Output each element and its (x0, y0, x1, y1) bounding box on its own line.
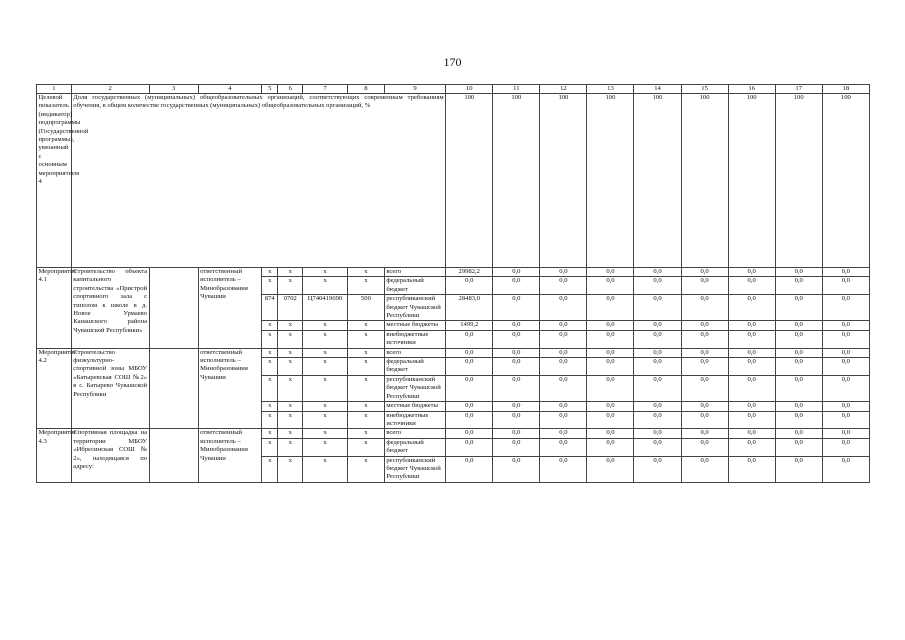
funding-source: внебюджетные источники (384, 330, 445, 348)
funding-value: 0,0 (493, 268, 540, 277)
funding-value: 0,0 (634, 321, 681, 330)
budget-code-cell: x (262, 277, 278, 295)
event-description: Строительство объекта капитального строительства «Пристрой спортивного зала с типолом к школе в д. Новое Урмаево Канашского района Чувашской Республики» (71, 268, 149, 349)
funding-value: 0,0 (775, 295, 822, 321)
funding-value: 0,0 (493, 277, 540, 295)
funding-value: 0,0 (822, 295, 869, 321)
funding-value: 0,0 (634, 438, 681, 456)
funding-value: 0,0 (446, 348, 493, 357)
header-cell: 14 (634, 85, 681, 94)
event-description: Строительство физкультурно-спортивной зоны МБОУ «Батыревская СОШ №2» в с. Батырево Чувашской Республики (71, 348, 149, 429)
funding-value: 0,0 (493, 358, 540, 376)
header-cell: 11 (493, 85, 540, 94)
header-cell: 6 (278, 85, 303, 94)
funding-value: 0,0 (822, 429, 869, 438)
funding-value: 0,0 (681, 321, 728, 330)
header-cell: 2 (71, 85, 149, 94)
page-number: 170 (443, 55, 462, 69)
funding-value: 0,0 (775, 456, 822, 482)
funding-value: 0,0 (540, 277, 587, 295)
budget-code-cell: x (348, 411, 385, 429)
event-name: Мероприятие 4.1 (37, 268, 72, 349)
funding-value: 0,0 (681, 456, 728, 482)
funding-value: 0,0 (728, 277, 775, 295)
budget-code-cell: x (278, 375, 303, 401)
funding-value: 0,0 (540, 330, 587, 348)
funding-value: 0,0 (681, 277, 728, 295)
budget-code-cell: x (303, 277, 348, 295)
funding-value: 0,0 (775, 375, 822, 401)
budget-code-cell: x (278, 358, 303, 376)
budget-code-cell: x (262, 438, 278, 456)
funding-value: 0,0 (587, 268, 634, 277)
table-row (37, 348, 870, 357)
funding-value: 0,0 (493, 411, 540, 429)
funding-source: местные бюджеты (384, 402, 445, 411)
funding-value: 0,0 (775, 358, 822, 376)
table-row (37, 429, 870, 438)
funding-source: местные бюджеты (384, 321, 445, 330)
budget-code-cell: x (262, 330, 278, 348)
budget-code-cell: x (348, 375, 385, 401)
funding-value: 0,0 (728, 438, 775, 456)
table-row (37, 268, 870, 277)
funding-value: 0,0 (493, 321, 540, 330)
funding-value: 0,0 (540, 429, 587, 438)
funding-source: внебюджетные источники (384, 411, 445, 429)
indicator-text: Доля государственных (муниципальных) общеобразовательных организаций, соответствующих современным требованиям обучения, в общем количестве государственных (муниципальных) общеобразовательных организаций, % (71, 94, 445, 268)
budget-table (36, 84, 870, 483)
funding-value: 0,0 (446, 375, 493, 401)
funding-value: 0,0 (587, 456, 634, 482)
funding-value: 0,0 (493, 295, 540, 321)
funding-value: 0,0 (775, 348, 822, 357)
funding-value: 0,0 (775, 330, 822, 348)
funding-value: 0,0 (728, 358, 775, 376)
funding-source: федеральный бюджет (384, 358, 445, 376)
budget-code-cell: x (348, 402, 385, 411)
budget-code-cell: x (303, 456, 348, 482)
funding-value: 0,0 (634, 411, 681, 429)
funding-value: 0,0 (540, 402, 587, 411)
header-row (37, 85, 870, 94)
indicator-value: 100 (822, 94, 869, 268)
funding-value: 0,0 (493, 375, 540, 401)
budget-code-cell: x (278, 438, 303, 456)
budget-code-cell: x (262, 456, 278, 482)
budget-code-cell: x (303, 321, 348, 330)
funding-value: 0,0 (493, 438, 540, 456)
funding-value: 0,0 (446, 411, 493, 429)
funding-value: 0,0 (681, 295, 728, 321)
funding-value: 0,0 (728, 295, 775, 321)
budget-code-cell: x (303, 402, 348, 411)
header-cell: 8 (348, 85, 385, 94)
funding-value: 0,0 (446, 456, 493, 482)
funding-value: 0,0 (540, 438, 587, 456)
funding-value: 0,0 (493, 402, 540, 411)
budget-code-cell: x (262, 375, 278, 401)
funding-value: 0,0 (681, 358, 728, 376)
indicator-value: 100 (587, 94, 634, 268)
budget-code-cell: Ц740419690 (303, 295, 348, 321)
empty-cell (149, 348, 198, 429)
funding-value: 0,0 (540, 348, 587, 357)
funding-value: 0,0 (634, 277, 681, 295)
funding-value: 0,0 (587, 402, 634, 411)
budget-code-cell: 874 (262, 295, 278, 321)
budget-code-cell: x (303, 268, 348, 277)
funding-value: 0,0 (634, 358, 681, 376)
funding-value: 0,0 (681, 348, 728, 357)
funding-value: 0,0 (587, 429, 634, 438)
funding-value: 0,0 (681, 402, 728, 411)
funding-value: 0,0 (634, 268, 681, 277)
budget-code-cell: x (303, 411, 348, 429)
funding-value: 0,0 (681, 411, 728, 429)
funding-value: 0,0 (775, 268, 822, 277)
funding-source: республиканский бюджет Чувашской Республики (384, 295, 445, 321)
funding-source: всего (384, 348, 445, 357)
budget-code-cell: x (262, 268, 278, 277)
funding-value: 0,0 (681, 375, 728, 401)
indicator-row (37, 94, 870, 268)
budget-code-cell: x (278, 268, 303, 277)
header-cell: 7 (303, 85, 348, 94)
funding-value: 29982,2 (446, 268, 493, 277)
funding-value: 0,0 (446, 402, 493, 411)
event-executor: ответственный исполнитель – Минобразования Чувашии (198, 348, 261, 429)
funding-value: 0,0 (587, 348, 634, 357)
funding-value: 0,0 (634, 456, 681, 482)
budget-code-cell: x (278, 330, 303, 348)
budget-code-cell: x (303, 438, 348, 456)
funding-value: 0,0 (822, 330, 869, 348)
funding-value: 0,0 (540, 456, 587, 482)
budget-code-cell: x (278, 321, 303, 330)
budget-code-cell: x (303, 348, 348, 357)
budget-code-cell: x (278, 429, 303, 438)
indicator-value: 100 (728, 94, 775, 268)
funding-value: 1499,2 (446, 321, 493, 330)
funding-value: 0,0 (587, 411, 634, 429)
budget-code-cell: x (348, 321, 385, 330)
funding-value: 28483,0 (446, 295, 493, 321)
budget-code-cell: x (278, 456, 303, 482)
header-cell: 18 (822, 85, 869, 94)
funding-value: 0,0 (634, 375, 681, 401)
header-cell: 16 (728, 85, 775, 94)
funding-value: 0,0 (822, 375, 869, 401)
funding-source: республиканский бюджет Чувашской Республики (384, 456, 445, 482)
budget-code-cell: x (303, 429, 348, 438)
budget-code-cell: x (303, 375, 348, 401)
funding-source: республиканский бюджет Чувашской Республики (384, 375, 445, 401)
funding-value: 0,0 (822, 321, 869, 330)
budget-code-cell: x (303, 358, 348, 376)
budget-code-cell: x (278, 411, 303, 429)
funding-value: 0,0 (775, 438, 822, 456)
funding-value: 0,0 (634, 429, 681, 438)
header-cell: 4 (198, 85, 261, 94)
funding-value: 0,0 (728, 411, 775, 429)
budget-code-cell: x (348, 268, 385, 277)
funding-value: 0,0 (775, 429, 822, 438)
budget-code-cell: x (262, 358, 278, 376)
funding-value: 0,0 (775, 321, 822, 330)
funding-value: 0,0 (587, 330, 634, 348)
header-cell: 1 (37, 85, 72, 94)
funding-value: 0,0 (822, 402, 869, 411)
budget-code-cell: x (348, 277, 385, 295)
funding-value: 0,0 (822, 268, 869, 277)
funding-value: 0,0 (775, 411, 822, 429)
funding-value: 0,0 (822, 348, 869, 357)
funding-value: 0,0 (728, 456, 775, 482)
funding-value: 0,0 (540, 321, 587, 330)
funding-value: 0,0 (822, 411, 869, 429)
budget-code-cell: x (348, 358, 385, 376)
funding-value: 0,0 (540, 411, 587, 429)
funding-value: 0,0 (822, 277, 869, 295)
funding-value: 0,0 (540, 295, 587, 321)
budget-code-cell: x (262, 402, 278, 411)
funding-value: 0,0 (587, 438, 634, 456)
indicator-value: 100 (493, 94, 540, 268)
header-cell: 15 (681, 85, 728, 94)
event-executor: ответственный исполнитель – Минобразования Чувашии (198, 268, 261, 349)
funding-value: 0,0 (775, 277, 822, 295)
funding-value: 0,0 (446, 330, 493, 348)
funding-value: 0,0 (634, 348, 681, 357)
header-cell: 13 (587, 85, 634, 94)
funding-value: 0,0 (446, 438, 493, 456)
funding-value: 0,0 (634, 402, 681, 411)
budget-code-cell: x (348, 429, 385, 438)
funding-value: 0,0 (681, 438, 728, 456)
funding-value: 0,0 (634, 330, 681, 348)
funding-value: 0,0 (540, 375, 587, 401)
funding-value: 0,0 (493, 348, 540, 357)
budget-code-cell: x (278, 402, 303, 411)
header-cell: 5 (262, 85, 278, 94)
funding-value: 0,0 (822, 438, 869, 456)
funding-value: 0,0 (540, 358, 587, 376)
header-cell: 10 (446, 85, 493, 94)
funding-value: 0,0 (493, 330, 540, 348)
indicator-value: 100 (681, 94, 728, 268)
budget-code-cell: x (278, 348, 303, 357)
funding-value: 0,0 (822, 456, 869, 482)
budget-code-cell: x (348, 348, 385, 357)
funding-value: 0,0 (540, 268, 587, 277)
budget-code-cell: x (348, 330, 385, 348)
header-cell: 12 (540, 85, 587, 94)
funding-source: всего (384, 268, 445, 277)
indicator-value: 100 (634, 94, 681, 268)
indicator-value: 100 (446, 94, 493, 268)
event-name: Мероприятие 4.3 (37, 429, 72, 482)
funding-value: 0,0 (681, 330, 728, 348)
budget-code-cell: x (262, 429, 278, 438)
event-description: Спортивная площадка на территории МБОУ «Ибресинская СОШ № 2», находящаяся по адресу: (71, 429, 149, 482)
funding-value: 0,0 (728, 429, 775, 438)
header-cell: 17 (775, 85, 822, 94)
funding-value: 0,0 (728, 402, 775, 411)
funding-value: 0,0 (728, 321, 775, 330)
budget-code-cell: x (348, 438, 385, 456)
funding-source: всего (384, 429, 445, 438)
budget-code-cell: x (278, 277, 303, 295)
funding-source: федеральный бюджет (384, 277, 445, 295)
funding-value: 0,0 (728, 330, 775, 348)
header-cell: 3 (149, 85, 198, 94)
budget-code-cell: 0702 (278, 295, 303, 321)
funding-value: 0,0 (775, 402, 822, 411)
budget-code-cell: x (262, 348, 278, 357)
funding-value: 0,0 (587, 321, 634, 330)
funding-value: 0,0 (681, 429, 728, 438)
budget-code-cell: 500 (348, 295, 385, 321)
funding-value: 0,0 (822, 358, 869, 376)
funding-value: 0,0 (587, 375, 634, 401)
funding-value: 0,0 (587, 358, 634, 376)
funding-value: 0,0 (728, 268, 775, 277)
budget-code-cell: x (262, 321, 278, 330)
funding-value: 0,0 (681, 268, 728, 277)
funding-source: федеральный бюджет (384, 438, 445, 456)
budget-code-cell: x (348, 456, 385, 482)
funding-value: 0,0 (446, 358, 493, 376)
funding-value: 0,0 (587, 295, 634, 321)
funding-value: 0,0 (634, 295, 681, 321)
indicator-value: 100 (775, 94, 822, 268)
budget-code-cell: x (303, 330, 348, 348)
funding-value: 0,0 (493, 456, 540, 482)
indicator-label: Целевой показатель (индикатор) подпрограммы (Государственной программы), увязанный с основным мероприятием 4 (37, 94, 72, 268)
funding-value: 0,0 (587, 277, 634, 295)
funding-value: 0,0 (728, 348, 775, 357)
event-executor: ответственный исполнитель – Минобразования Чувашии (198, 429, 261, 482)
funding-value: 0,0 (728, 375, 775, 401)
funding-value: 0,0 (446, 429, 493, 438)
funding-value: 0,0 (493, 429, 540, 438)
empty-cell (149, 429, 198, 482)
event-name: Мероприятие 4.2 (37, 348, 72, 429)
header-cell: 9 (384, 85, 445, 94)
budget-code-cell: x (262, 411, 278, 429)
funding-value: 0,0 (446, 277, 493, 295)
empty-cell (149, 268, 198, 349)
indicator-value: 100 (540, 94, 587, 268)
